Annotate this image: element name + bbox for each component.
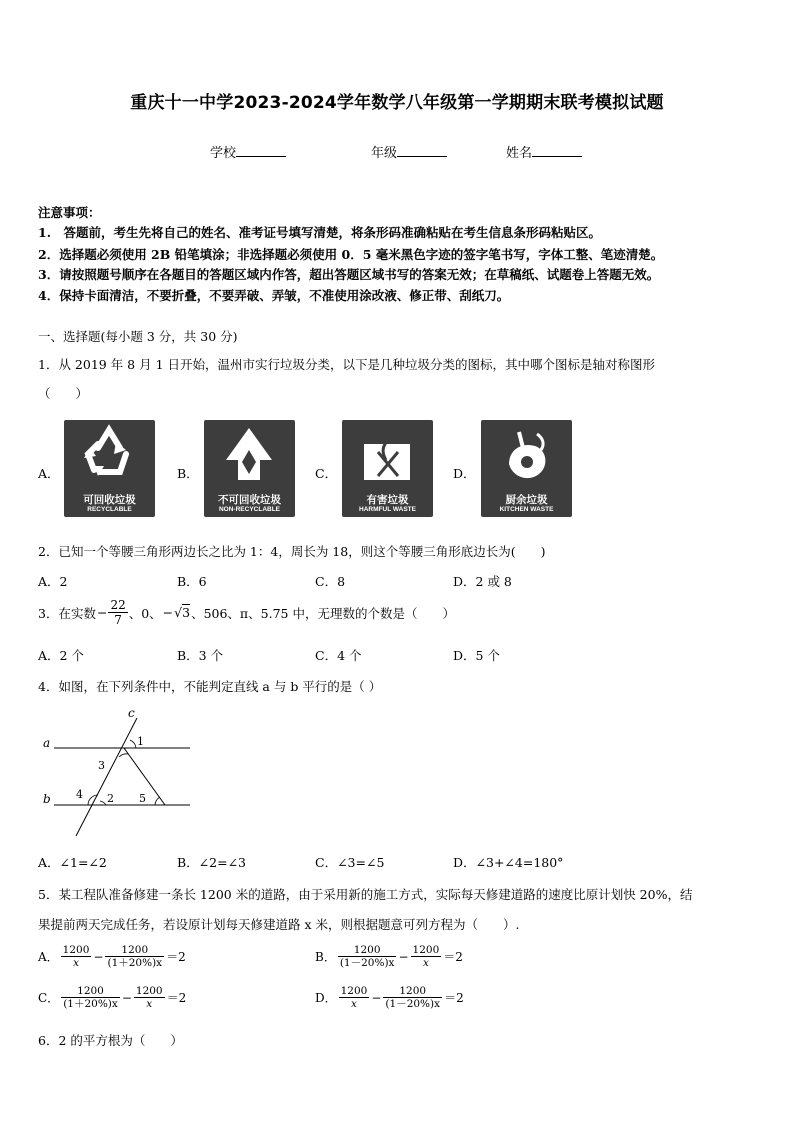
sign-cn-label: 不可回收垃圾: [218, 494, 281, 506]
q2-option-c: C．8: [315, 574, 346, 589]
q3-option-a: A．2 个: [38, 648, 84, 663]
fraction-denominator: x: [146, 998, 153, 1010]
angle-1-label: 1: [137, 735, 144, 748]
fraction-numerator: 1200: [338, 944, 397, 957]
q1-option-a-letter: A．: [38, 466, 60, 481]
school-field: [210, 142, 286, 161]
page-title: 重庆十一中学2023-2024学年数学八年级第一学期期末联考模拟试题: [130, 93, 664, 113]
q5-option-c: C． $\frac{1200}{(1+20\%)x}$ − $\frac{1200}{x}$ ＝2: [38, 985, 187, 1010]
sign-en-label: RECYCLABLE: [87, 506, 132, 513]
notice-item: 1. 答题前，考生先将自己的姓名、准考证号填写清楚，将条形码准确粘贴在考生信息条形码粘贴区。: [38, 225, 602, 240]
q1-option-d-letter: D．: [453, 466, 476, 481]
q1-stem: 1．从 2019 年 8 月 1 日开始，温州市实行垃圾分类，以下是几种垃圾分类的图标，其中哪个图标是轴对称图形: [38, 357, 656, 372]
section-heading: 一、选择题(每小题 3 分，共 30 分): [38, 329, 238, 344]
non-recyclable-sign: [204, 420, 295, 517]
angle-arc: [130, 740, 136, 748]
fraction-numerator: 1200: [412, 944, 440, 956]
angle-arc: [119, 754, 128, 757]
fraction: [61, 985, 120, 1010]
grade-field: [371, 142, 447, 161]
q1-paren: （ ）: [38, 386, 89, 401]
q5-stem-line2: 果提前两天完成任务，若设原计划每天修建道路 x 米，则根据题意可列方程为（ ）.: [38, 917, 520, 932]
angle-arc: [155, 797, 160, 805]
q6-stem: 6．2 的平方根为（ ）: [38, 1033, 183, 1048]
fraction-denominator: (1＋20%)x: [63, 998, 118, 1010]
fraction: [411, 944, 442, 969]
option-letter: C．: [38, 991, 60, 1005]
kitchen-waste-sign: [481, 420, 572, 517]
q2-option-b: B．6: [177, 574, 207, 589]
name-label: 姓名: [506, 146, 533, 161]
angle-arc: [100, 801, 106, 805]
line-c-label: c: [128, 706, 135, 720]
notice-item: 3．请按照题号顺序在各题目的答题区域内作答，超出答题区域书写的答案无效；在草稿纸、试题卷上答题无效。: [38, 267, 660, 282]
fraction-numerator: 22: [110, 598, 126, 612]
fraction: [339, 985, 370, 1010]
q4-stem: 4．如图，在下列条件中，不能判定直线 a 与 b 平行的是（ ）: [38, 679, 382, 694]
fraction-numerator: 1200: [61, 985, 120, 998]
fraction: [134, 985, 165, 1010]
sign-cn-label: 有害垃圾: [366, 494, 409, 506]
q3-stem-pre: 3．在实数: [38, 605, 96, 621]
angle-5-label: 5: [139, 792, 146, 805]
line-c: [76, 718, 137, 836]
grade-blank: [397, 144, 447, 157]
sign-en-label: NON-RECYCLABLE: [218, 506, 281, 513]
fraction: [61, 944, 92, 969]
q1-option-c-letter: C．: [315, 466, 338, 481]
sign-cn-label: 可回收垃圾: [83, 494, 136, 506]
equation-rhs: ＝2: [443, 950, 463, 964]
equation-rhs: ＝2: [166, 950, 186, 964]
fraction-denominator: x: [351, 998, 357, 1010]
grade-label: 年级: [371, 146, 398, 161]
sign-en-label: KITCHEN WASTE: [499, 506, 554, 513]
recycle-sign: [64, 420, 155, 517]
line-b-label: b: [43, 792, 51, 806]
q3-option-b: B．3 个: [177, 648, 224, 663]
fraction-denominator: (1－20%)x: [339, 957, 395, 969]
q4-parallel-lines-figure: [40, 702, 200, 840]
fraction: [383, 985, 442, 1010]
q4-option-a: A．∠1=∠2: [38, 855, 107, 870]
equation-rhs: ＝2: [444, 991, 464, 1005]
line-a-label: a: [43, 736, 51, 750]
q4-option-b: B．∠2=∠3: [177, 855, 247, 870]
fraction-denominator: (1＋20%)x: [107, 957, 163, 969]
q3-fraction: [108, 598, 127, 627]
sign-en-label: HARMFUL WASTE: [359, 506, 416, 513]
fraction-denominator: 7: [114, 613, 122, 627]
angle-3-label: 3: [98, 759, 105, 772]
option-letter: B．: [315, 950, 336, 964]
fraction-denominator: x: [422, 957, 429, 969]
notice-item: 4．保持卡面清洁，不要折叠，不要弄破、弄皱，不准使用涂改液、修正带、刮纸刀。: [38, 288, 510, 303]
fraction: [105, 944, 164, 969]
sqrt-symbol: √3: [174, 605, 191, 620]
q3-stem: 3．在实数 − $\frac{22}{7}$ 、0、 − √3 、506、π、5.75 中，无理数的个数是（ ）: [38, 598, 455, 627]
notice-heading: 注意事项：: [38, 205, 101, 220]
name-blank: [532, 144, 582, 157]
recycle-icon: [64, 420, 155, 490]
q3-stem-mid: 、0、: [128, 605, 162, 621]
equation-rhs: ＝2: [166, 991, 187, 1005]
q3-option-c: C．4 个: [315, 648, 362, 663]
fraction-numerator: 1200: [340, 985, 368, 997]
q2-option-d: D．2 或 8: [453, 574, 512, 589]
q5-option-a: A． $\frac{1200}{x}$ − $\frac{1200}{(1+20\%)x}$ ＝2: [38, 944, 186, 969]
school-label: 学校: [210, 146, 237, 161]
fraction-denominator: (1－20%)x: [385, 998, 441, 1010]
name-field: [506, 142, 582, 161]
sqrt-radicand: 3: [182, 605, 191, 620]
q3-option-d: D．5 个: [453, 648, 500, 663]
fraction-numerator: 1200: [135, 985, 163, 997]
q4-option-c: C．∠3=∠5: [315, 855, 385, 870]
q4-option-d: D．∠3+∠4=180°: [453, 855, 564, 870]
q1-option-b-letter: B．: [177, 466, 199, 481]
option-letter: D．: [315, 991, 337, 1005]
fraction: [338, 944, 397, 969]
school-blank: [236, 144, 286, 157]
q2-stem: 2．已知一个等腰三角形两边长之比为 1：4，周长为 18，则这个等腰三角形底边长为( ): [38, 544, 546, 559]
fraction-denominator: x: [73, 957, 79, 969]
q3-sqrt-sign: −: [162, 605, 174, 620]
fraction-numerator: 1200: [105, 944, 164, 957]
angle-4-label: 4: [76, 788, 83, 801]
harmful-waste-icon: [342, 420, 433, 490]
option-letter: A．: [38, 950, 59, 964]
angle-2-label: 2: [107, 792, 114, 805]
sign-cn-label: 厨余垃圾: [505, 494, 548, 506]
q5-option-b: B． $\frac{1200}{(1-20\%)x}$ − $\frac{1200}{x}$ ＝2: [315, 944, 463, 969]
q5-stem-line1: 5．某工程队准备修建一条长 1200 米的道路，由于采用新的施工方式，实际每天修建道路的速度比原计划快 20%，结: [38, 887, 693, 902]
q5-option-d: D． $\frac{1200}{x}$ − $\frac{1200}{(1-20\%)x}$ ＝2: [315, 985, 464, 1010]
non-recyclable-icon: [204, 420, 295, 490]
notice-item: 2．选择题必须使用 2B 铅笔填涂；非选择题必须使用 0．5 毫米黑色字迹的签字笔书写，字体工整、笔迹清楚。: [38, 247, 664, 262]
q3-stem-post: 、506、π、5.75 中，无理数的个数是（ ）: [191, 605, 455, 621]
fraction-numerator: 1200: [62, 944, 90, 956]
kitchen-waste-icon: [481, 420, 572, 490]
fraction-numerator: 1200: [383, 985, 442, 998]
harmful-waste-sign: [342, 420, 433, 517]
q2-option-a: A．2: [38, 574, 68, 589]
